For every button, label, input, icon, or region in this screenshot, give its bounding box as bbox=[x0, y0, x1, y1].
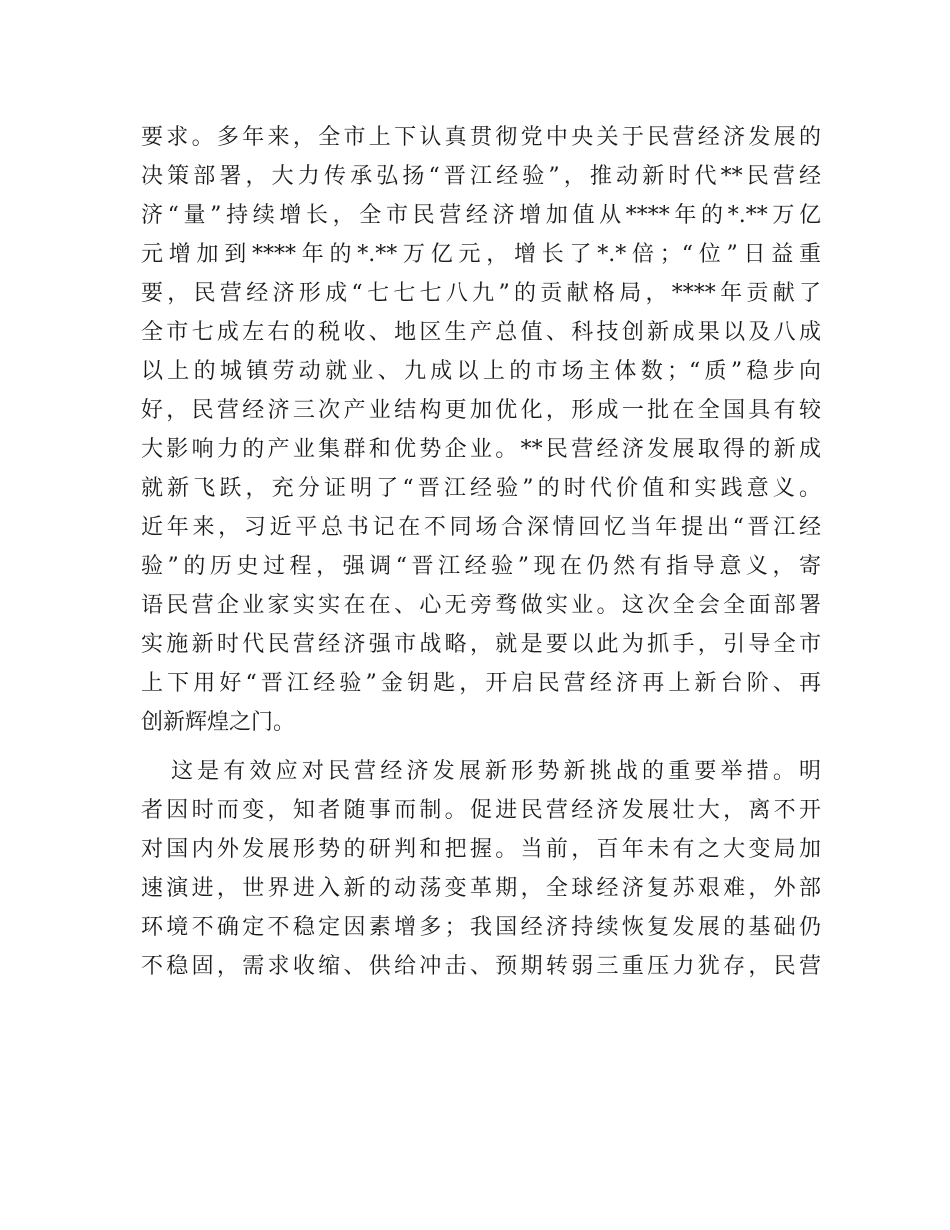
paragraph-1-line: 就新飞跃，充分证明了“晋江经验”的时代价值和实践意义。 bbox=[141, 476, 821, 501]
paragraph-1-line: 决策部署，大力传承弘扬“晋江经验”，推动新时代**民营经 bbox=[141, 164, 821, 189]
paragraph-1-line: 大影响力的产业集群和优势企业。**民营经济发展取得的新成 bbox=[141, 437, 821, 462]
paragraph-1-line: 全市七成左右的税收、地区生产总值、科技创新成果以及八成 bbox=[141, 320, 821, 345]
paragraph-2-line: 不稳固，需求收缩、供给冲击、预期转弱三重压力犹存，民营 bbox=[141, 954, 821, 979]
paragraph-1-line: 济“量”持续增长，全市民营经济增加值从****年的*.**万亿 bbox=[141, 203, 821, 228]
paragraph-2-line: 速演进，世界进入新的动荡变革期，全球经济复苏艰难，外部 bbox=[141, 876, 821, 901]
paragraph-1-line: 要，民营经济形成“七七七八九”的贡献格局，****年贡献了 bbox=[141, 281, 821, 306]
paragraph-1-line: 以上的城镇劳动就业、九成以上的市场主体数；“质”稳步向 bbox=[141, 359, 821, 384]
paragraph-1-line: 好，民营经济三次产业结构更加优化，形成一批在全国具有较 bbox=[141, 398, 821, 423]
paragraph-1-line: 近年来，习近平总书记在不同场合深情回忆当年提出“晋江经 bbox=[141, 515, 821, 540]
paragraph-2-line: 对国内外发展形势的研判和把握。当前，百年未有之大变局加 bbox=[141, 837, 821, 862]
paragraph-1-line: 上下用好“晋江经验”金钥匙，开启民营经济再上新台阶、再 bbox=[141, 671, 821, 696]
paragraph-1-line: 元增加到****年的*.**万亿元，增长了*.*倍；“位”日益重 bbox=[141, 242, 821, 267]
paragraph-1-line: 实施新时代民营经济强市战略，就是要以此为抓手，引导全市 bbox=[141, 632, 821, 657]
document-body bbox=[141, 118, 821, 986]
paragraph-1-line: 验”的历史过程，强调“晋江经验”现在仍然有指导意义，寄 bbox=[141, 554, 821, 579]
paragraph-2-line: 环境不确定不稳定因素增多；我国经济持续恢复发展的基础仍 bbox=[141, 915, 821, 940]
paragraph-1-line: 要求。多年来，全市上下认真贯彻党中央关于民营经济发展的 bbox=[141, 125, 821, 150]
paragraph-2-line: 者因时而变，知者随事而制。促进民营经济发展壮大，离不开 bbox=[141, 798, 821, 823]
paragraph-1-line: 创新辉煌之门。 bbox=[141, 710, 296, 735]
paragraph-separator bbox=[141, 742, 821, 752]
paragraph-2-line: 这是有效应对民营经济发展新形势新挑战的重要举措。明 bbox=[171, 759, 821, 784]
paragraph-1-line: 语民营企业家实实在在、心无旁骛做实业。这次全会全面部署 bbox=[141, 593, 821, 618]
